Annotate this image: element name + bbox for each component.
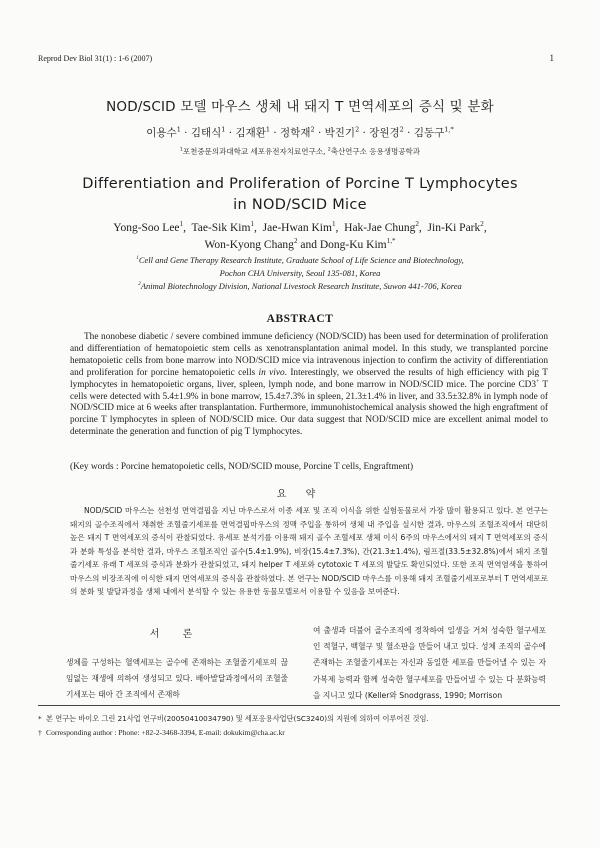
abstract-text: T cells were detected with 5.4±1.9% in bone marrow, 15.4±7.3% in spleen, 21.3±1.4% in liver, and 33.5±32.8% in lymph node of NOD/SCID mice at 6 weeks after transplantation. Furthermore, immunohistochemical analysis showed the high engraftment of porcine T lymphocytes in spleen of NOD/SCID mice. Our data suggest that NOD/SCID mice are excellent animal model to determinate the generation and function of pig T lymphocytes. xyxy=(70,379,548,438)
author-sup: 2 xyxy=(480,220,484,229)
affil-text: Cell and Gene Therapy Research Institute, Graduate School of Life Science and Biotechnology, xyxy=(138,255,464,265)
english-authors-line1: Yong-Soo Lee$^1$, Tae-Sik Kim$^1$, Jae-Hwan Kim$^1$, Hak-Jae Chung$^2$, Jin-Ki Park$^2$, xyxy=(113,220,487,234)
author-and: and xyxy=(297,239,320,251)
author-name: 김태식 xyxy=(190,127,222,139)
english-affiliation-1 xyxy=(0,254,600,267)
body-right-column: 여 출생과 더불어 골수조직에 정착하여 일생을 거쳐 성숙한 혈구세포인 적혈구, 백혈구 및 혈소판을 만들어 내고 있다. 성체 조직의 골수에 존재하는 조혈줄기세포는 자신과 동일한 세포를 만들어낼 수 있는 자가복제 능력과 함께 성숙한 혈구세포를 만들어낼 수 있는 다 분화능력을 지니고 있다 (Keller와 Snodgrass, 1990; Morrison xyxy=(313,626,546,700)
author-sup: 1 xyxy=(179,220,184,229)
abstract-heading: ABSTRACT xyxy=(266,313,334,325)
author-name: Tae-Sik Kim xyxy=(191,222,251,234)
abstract-body xyxy=(70,332,548,439)
english-affiliation-2 xyxy=(0,280,600,293)
author-name: Dong-Ku Kim xyxy=(319,239,387,251)
author-sup: 1 xyxy=(265,125,271,134)
keywords: (Key words : Porcine hematopoietic cells, NOD/SCID mouse, Porcine T cells, Engraftment) xyxy=(70,462,414,472)
footnote-text: 본 연구는 바이오 그린 21사업 연구비(20050410034790) 및 세포응용사업단(SC3240)의 지원에 의하여 이루어진 것임. xyxy=(46,714,429,723)
abstract-text: . Interestingly, we observed the results of high efficiency with pig T lymphocytes in hematopoietic organs, liver, spleen, lymph node, and bone marrow in NOD/SCID mice. The porcine CD3 xyxy=(70,367,548,390)
english-title xyxy=(0,174,600,216)
author-separator: · xyxy=(225,127,236,139)
korean-affiliation-1: 포천중문의과대학교 세포유전자치료연구소, xyxy=(182,147,328,156)
author-sup: 1 xyxy=(221,125,226,134)
author-sup: 2 xyxy=(399,125,404,134)
author-name: Jin-Ki Park xyxy=(427,222,481,234)
korean-affiliations xyxy=(0,146,600,157)
page-number: 1 xyxy=(549,53,554,63)
affil-sup: 1 xyxy=(179,147,183,153)
author-separator: · xyxy=(359,127,370,139)
abstract-text: The nonobese diabetic / severe combined immune deficiency (NOD/SCID) has been used for determination of proliferation and differentiation of hematopoietic stem cells as xenotransplantation animal model. In this study, we transplanted porcine hematopoietic cells from bone marrow into NOD/SCID mice via intravenous injection to confirm the activity of differentiation and proliferation for porcine hematopoietic cells xyxy=(70,332,548,378)
english-title-line1: Differentiation and Proliferation of Porcine T Lymphocytes xyxy=(82,176,518,192)
korean-abstract-heading: 요 약 xyxy=(276,489,324,500)
author-separator: · xyxy=(403,127,414,139)
author-sup: 1 xyxy=(176,125,181,134)
english-authors-line2 xyxy=(0,237,600,254)
author-name: 정학재 xyxy=(280,127,311,139)
affil-sup: 1 xyxy=(136,255,139,262)
footnote-divider xyxy=(38,705,560,706)
author-name: Jae-Hwan Kim xyxy=(262,222,332,234)
english-authors xyxy=(0,220,600,254)
author-name: 장원경 xyxy=(369,127,400,139)
english-title-line2: in NOD/SCID Mice xyxy=(233,197,367,213)
korean-authors xyxy=(0,125,600,140)
funding-footnote xyxy=(38,712,560,726)
korean-title: NOD/SCID 모델 마우스 생체 내 돼지 T 면역세포의 증식 및 분화 xyxy=(106,99,494,115)
author-sup: 1 xyxy=(331,220,336,229)
author-name: 김동구 xyxy=(413,127,445,139)
footnote-mark: † xyxy=(38,728,42,737)
author-separator: · xyxy=(180,127,191,139)
english-affiliation-1-cont: Pochon CHA University, Seoul 135-081, Korea xyxy=(219,268,381,278)
abstract-italic: in vivo xyxy=(258,367,285,378)
korean-abstract xyxy=(70,504,548,599)
author-sup: 1,* xyxy=(386,237,396,246)
author-sup: 2 xyxy=(293,237,298,246)
author-name: 이용수 xyxy=(146,127,177,139)
affil-text: Animal Biotechnology Division, National Livestock Research Institute, Suwon 441-706, Korea xyxy=(140,281,462,291)
abstract-paragraph xyxy=(70,332,548,439)
running-head: Reprod Dev Biol 31(1) : 1-6 (2007) xyxy=(38,54,153,63)
footnote-text: Corresponding author : Phone: +82-2-3468-3394, E-mail: dokukim@cha.ac.kr xyxy=(46,728,285,737)
author-separator: · xyxy=(270,127,281,139)
author-sup: 1,* xyxy=(444,125,454,134)
korean-affiliation-2: 축산연구소 응용생명공학과 xyxy=(330,147,421,156)
footnotes xyxy=(38,712,560,740)
korean-abstract-paragraph: NOD/SCID 마우스는 선천성 면역결핍을 지닌 마우스로서 이종 세포 및 조직 이식을 위한 실험동물로서 가장 많이 활용되고 있다. 본 연구는 돼지의 골수조직에서 채취한 조혈줄기세포를 면역결핍마우스의 정맥 주입을 통하여 생체 내 주입을 실시한 결과, 마우스의 조혈조직에서 대단히 높은 돼지 T 면역세포의 증식이 관찰되었다. 유세포 분석기를 이용해 돼지 골수 조혈세포 생체 이식 6주의 마우스에서의 돼지 T 면역세포의 증식과 분화 특성을 분석한 결과, 마우스 조혈조직인 골수(5.4±1.9%), 비장(15.4±7.3%), 간(21.3±1.4%), 림프절(33.5±32.8%)에서 돼지 조혈줄기세포 유래 T 세포의 증식과 분화가 관찰되었고, 돼지 helper T 세포와 cytotoxic T 세포의 발달도 확인되었다. 또한 조직 면역염색을 통하여 마우스의 비장조직에 이식한 돼지 면역세포의 증식을 관찰하였다. 본 연구는 NOD/SCID 마우스를 이용해 돼지 조혈줄기세포로부터 T 면역세포로의 분화 및 발달과정을 생체 내에서 분석할 수 있는 유용한 동물모델로서 이용할 수 있음을 보여준다. xyxy=(70,506,548,596)
affil-sup: 2 xyxy=(138,281,141,288)
affil-sup: 2 xyxy=(327,147,331,153)
author-sup: 2 xyxy=(355,125,360,134)
author-name: Hak-Jae Chung xyxy=(344,222,416,234)
section-heading-introduction: 서 론 xyxy=(149,629,203,640)
body-left-column: 생체를 구성하는 혈액세포는 골수에 존재하는 조혈줄기세포의 끊임없는 재생에 의하여 생성되고 있다. 배아발달과정에서의 조혈줄기세포는 태아 간 조직에서 존재하 xyxy=(66,658,288,700)
author-separator: · xyxy=(314,127,325,139)
author-sup: 2 xyxy=(310,125,315,134)
abstract-sup: + xyxy=(536,378,540,385)
corresponding-footnote xyxy=(38,726,560,740)
english-affiliations xyxy=(0,254,600,293)
footnote-mark: * xyxy=(38,714,42,723)
author-name: Yong-Soo Lee xyxy=(113,222,180,234)
author-name: 박진기 xyxy=(324,127,356,139)
author-sup: 1 xyxy=(250,220,255,229)
author-name: 김재환 xyxy=(235,127,266,139)
author-name: Won-Kyong Chang xyxy=(204,239,294,251)
author-sup: 2 xyxy=(415,220,419,229)
